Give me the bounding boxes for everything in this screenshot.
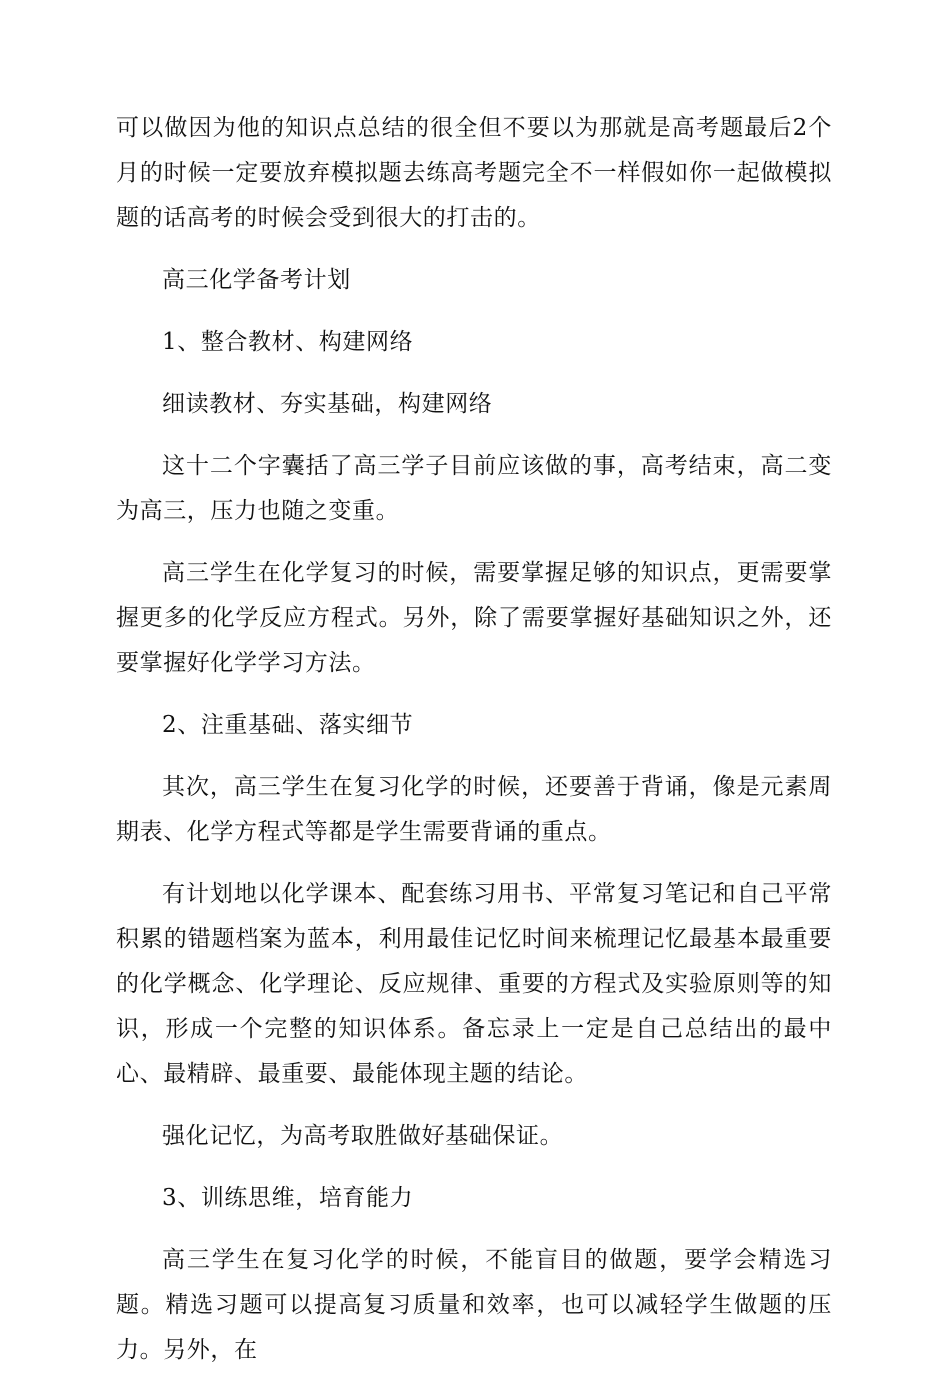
paragraph-continuation: 可以做因为他的知识点总结的很全但不要以为那就是高考题最后2个月的时候一定要放弃模拟题去练高考题完全不一样假如你一起做模拟题的话高考的时候会受到很大的打击的。 — [116, 115, 832, 231]
section-title: 高三化学备考计划 — [162, 267, 351, 293]
paragraph: 细读教材、夯实基础，构建网络 — [162, 391, 493, 417]
heading-2: 2、注重基础、落实细节 — [162, 712, 414, 738]
paragraph: 高三学生在复习化学的时候，不能盲目的做题，要学会精选习题。精选习题可以提高复习质量和效率，也可以减轻学生做题的压力。另外，在 — [116, 1247, 832, 1363]
document-body — [116, 106, 832, 1390]
heading-1: 1、整合教材、构建网络 — [162, 329, 414, 355]
paragraph: 有计划地以化学课本、配套练习用书、平常复习笔记和自己平常积累的错题档案为蓝本，利用最佳记忆时间来梳理记忆最基本最重要的化学概念、化学理论、反应规律、重要的方程式及实验原则等的知识，形成一个完整的知识体系。备忘录上一定是自己总结出的最中心、最精辟、最重要、最能体现主题的结论。 — [116, 881, 832, 1087]
paragraph: 高三学生在化学复习的时候，需要掌握足够的知识点，更需要掌握更多的化学反应方程式。另外，除了需要掌握好基础知识之外，还要掌握好化学学习方法。 — [116, 560, 832, 676]
heading-3: 3、训练思维，培育能力 — [162, 1185, 414, 1211]
paragraph: 这十二个字囊括了高三学子目前应该做的事，高考结束，高二变为高三，压力也随之变重。 — [116, 453, 832, 524]
paragraph: 强化记忆，为高考取胜做好基础保证。 — [162, 1123, 564, 1149]
paragraph: 其次，高三学生在复习化学的时候，还要善于背诵，像是元素周期表、化学方程式等都是学生需要背诵的重点。 — [116, 774, 832, 845]
